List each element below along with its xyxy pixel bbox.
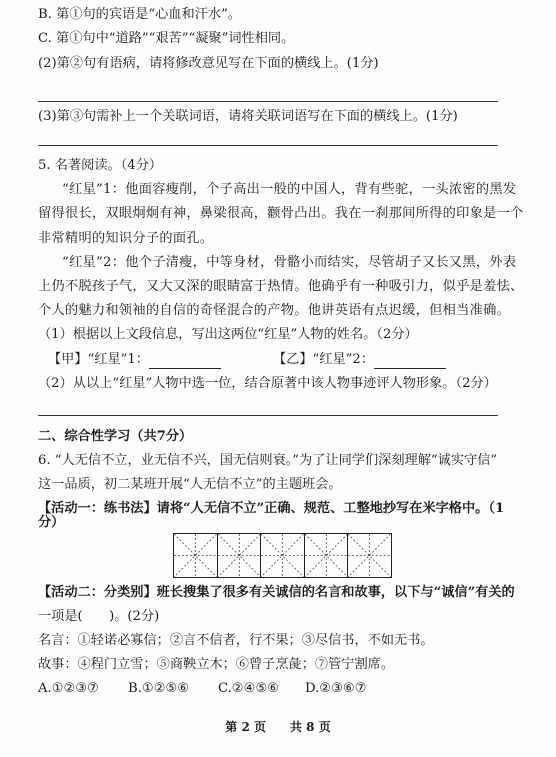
q5-yi-label: 【乙】“红星”2： [273, 352, 374, 367]
q6-activity1-line2: 分） [38, 515, 65, 530]
q5-passage1-line2: 留得很长，双眼炯炯有神，鼻梁很高，颧骨凸出。我在一刹那间所得的印象是一个 [38, 206, 524, 221]
q5-passage2-line1: “红星”2：他个子清瘦，中等身材，骨骼小而结实，尽管胡子又长又黑，外表 [62, 255, 517, 270]
mizi-cell[interactable] [261, 534, 305, 577]
q5-passage1-line3: 非常精明的知识分子的面孔。 [38, 231, 214, 246]
q5-passage1-line1: “红星”1：他面容瘦削，个子高出一般的中国人，背有些驼，一头浓密的黑发 [62, 182, 517, 197]
mizi-cell[interactable] [218, 534, 262, 577]
q5-sub1-prompt: （1）根据以上文段信息，写出这两位“红星”人物的姓名。（2分） [38, 327, 418, 342]
q4-sub3-answer-line[interactable] [38, 145, 498, 146]
q4-sub2-answer-line[interactable] [38, 101, 498, 102]
q6-intro-line1: 6. “人无信不立，业无信不兴，国无信则衰。”为了让同学们深刻理解“诚实守信” [38, 453, 498, 468]
section2-title: 二、综合性学习（共7分） [38, 429, 193, 444]
q4-sub2-prompt: (2)第②句有语病，请将修改意见写在下面的横线上。(1分) [38, 56, 379, 71]
q5-yi-row [273, 351, 446, 369]
q6-option-d[interactable]: D.②③⑥⑦ [305, 681, 367, 696]
q6-activity1-line1: 【活动一：练书法】请将“人无信不立”正确、规范、工整地抄写在米字格中。（1 [38, 501, 505, 516]
q6-option-c[interactable]: C.②④⑤⑥ [218, 681, 280, 696]
q5-jia-label: 【甲】“红星”1： [48, 352, 149, 367]
q6-activity2-line1: 【活动二：分类别】班长搜集了很多有关诚信的名言和故事，以下与“诚信”有关的 [38, 585, 515, 600]
q5-sub2-prompt: （2）从以上“红星”人物中选一位，结合原著中该人物事迹评人物形象。（2分） [38, 376, 497, 391]
q5-jia-answer-blank[interactable] [149, 354, 221, 369]
q6-option-a[interactable]: A.①②③⑦ [38, 681, 100, 696]
q6-quotes: 名言：①轻诺必寡信；②言不信者，行不果；③尽信书，不如无书。 [38, 633, 434, 648]
q5-title: 5. 名著阅读。（4分） [38, 158, 163, 173]
mizi-cell[interactable] [305, 534, 349, 577]
mizi-cell[interactable] [348, 534, 391, 577]
q5-jia-row [48, 351, 221, 369]
page-number-footer: 第 2 页 共 8 页 [225, 720, 331, 734]
mizi-cell[interactable] [174, 534, 218, 577]
q5-yi-answer-blank[interactable] [374, 354, 446, 369]
q6-option-b[interactable]: B.①②⑤⑥ [128, 681, 190, 696]
q5-passage2-line3: 个人的魅力和领袖的自信的奇怪混合的产物。他讲英语有点迟缓，但相当准确。 [38, 303, 511, 318]
q6-activity2-line2: 一项是( )。(2分) [38, 609, 160, 624]
q6-intro-line2: 这一品质，初二某班开展“人无信不立”的主题班会。 [38, 477, 342, 492]
q4-sub3-prompt: (3)第③句需补上一个关联词语，请将关联词语写在下面的横线上。(1分) [38, 109, 458, 124]
q5-sub2-answer-line[interactable] [38, 415, 498, 416]
q4-option-c: C. 第①句中“道路”“艰苦”“凝聚”词性相同。 [38, 31, 295, 46]
mizi-grid [173, 533, 392, 578]
q6-stories: 故事：④程门立雪；⑤商鞅立木；⑥曾子烹彘；⑦管宁割席。 [38, 657, 395, 672]
q4-option-b: B. 第①句的宾语是“心血和汗水”。 [38, 7, 241, 22]
q5-passage2-line2: 上仍不脱孩子气，又大又深的眼睛富于热情。他确乎有一种吸引力，似乎是羞怯、 [38, 279, 524, 294]
